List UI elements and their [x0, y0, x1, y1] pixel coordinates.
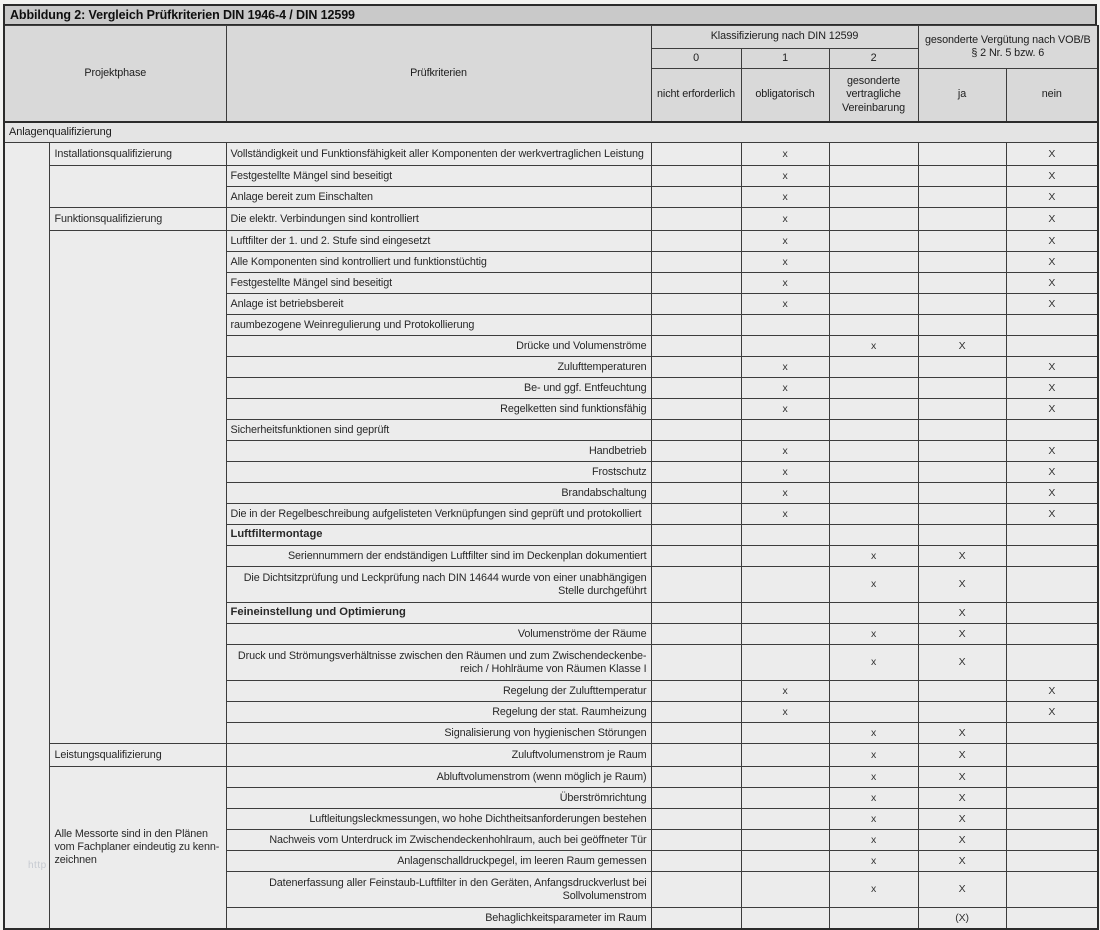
criterion-cell: Nachweis vom Unterdruck im Zwischendeckenhohlraum, auch bei geöffneter Tür [226, 830, 651, 851]
table-row [4, 231, 1098, 252]
mark-cell-nein [1006, 645, 1098, 681]
mark-cell-ja: X [918, 872, 1006, 908]
mark-cell-c0 [651, 830, 741, 851]
mark-cell-ja [918, 462, 1006, 483]
criterion-cell: Brandabschaltung [226, 483, 651, 504]
mark-cell-ja: X [918, 546, 1006, 567]
mark-cell-ja [918, 294, 1006, 315]
column-header-projektphase: Projektphase [4, 26, 226, 123]
criterion-cell: raumbezogene Weinregulierung und Protokollierung [226, 315, 651, 336]
mark-cell-nein [1006, 723, 1098, 744]
column-header-nicht-erforderlich: nicht erforderlich [651, 69, 741, 123]
mark-cell-ja [918, 441, 1006, 462]
mark-cell-ja: X [918, 851, 1006, 872]
mark-cell-c0 [651, 645, 741, 681]
mark-cell-nein: X [1006, 143, 1098, 166]
phase-cell: Alle Messorte sind in den Plänen vom Fachplaner eindeutig zu kennzeichnen [49, 767, 226, 930]
mark-cell-ja [918, 166, 1006, 187]
mark-cell-c2 [829, 441, 918, 462]
criterion-cell: Handbetrieb [226, 441, 651, 462]
mark-cell-c2 [829, 504, 918, 525]
mark-cell-c0 [651, 603, 741, 624]
column-header-class-1: 1 [741, 49, 829, 69]
mark-cell-c2 [829, 483, 918, 504]
phase-cell: Installationsqualifizierung [49, 143, 226, 166]
mark-cell-c2: x [829, 788, 918, 809]
table-row [4, 744, 1098, 767]
mark-cell-c2 [829, 420, 918, 441]
mark-cell-nein: X [1006, 462, 1098, 483]
mark-cell-c0 [651, 504, 741, 525]
mark-cell-ja: X [918, 336, 1006, 357]
criterion-cell: Luftleitungsleckmessungen, wo hohe Dichtheitsanforderungen bestehen [226, 809, 651, 830]
criterion-cell: Zuluftvolumenstrom je Raum [226, 744, 651, 767]
mark-cell-c1: x [741, 504, 829, 525]
column-header-nein: nein [1006, 69, 1098, 123]
mark-cell-nein [1006, 744, 1098, 767]
mark-cell-c0 [651, 208, 741, 231]
criterion-cell: Die Dichtsitzprüfung und Leckprüfung nach DIN 14644 wurde von einer unabhängigen Stelle durchgeführt [226, 567, 651, 603]
mark-cell-c1 [741, 336, 829, 357]
mark-cell-c0 [651, 336, 741, 357]
mark-cell-c2: x [829, 872, 918, 908]
mark-cell-c2: x [829, 567, 918, 603]
mark-cell-c0 [651, 744, 741, 767]
mark-cell-nein [1006, 567, 1098, 603]
mark-cell-ja [918, 420, 1006, 441]
mark-cell-nein [1006, 872, 1098, 908]
criterion-cell: Alle Komponenten sind kontrolliert und funktionstüchtig [226, 252, 651, 273]
mark-cell-c1 [741, 567, 829, 603]
mark-cell-c2 [829, 681, 918, 702]
mark-cell-ja [918, 143, 1006, 166]
column-header-pruefkriterien: Prüfkriterien [226, 26, 651, 123]
mark-cell-c1 [741, 420, 829, 441]
mark-cell-c0 [651, 294, 741, 315]
mark-cell-c1 [741, 744, 829, 767]
mark-cell-nein: X [1006, 399, 1098, 420]
criterion-cell: Die in der Regelbeschreibung aufgelisteten Verknüpfungen sind geprüft und protokolliert [226, 504, 651, 525]
mark-cell-ja: X [918, 567, 1006, 603]
mark-cell-c2: x [829, 336, 918, 357]
mark-cell-ja: X [918, 809, 1006, 830]
criterion-cell: Festgestellte Mängel sind beseitigt [226, 273, 651, 294]
criterion-cell: Regelung der Zulufttemperatur [226, 681, 651, 702]
mark-cell-c2 [829, 525, 918, 546]
mark-cell-c1 [741, 908, 829, 930]
mark-cell-nein: X [1006, 702, 1098, 723]
mark-cell-c1 [741, 767, 829, 788]
mark-cell-c2 [829, 231, 918, 252]
mark-cell-c2: x [829, 767, 918, 788]
mark-cell-c2: x [829, 809, 918, 830]
criterion-cell: Festgestellte Mängel sind beseitigt [226, 166, 651, 187]
mark-cell-c1 [741, 315, 829, 336]
mark-cell-c0 [651, 273, 741, 294]
criterion-cell: Überströmrichtung [226, 788, 651, 809]
mark-cell-c2 [829, 273, 918, 294]
mark-cell-c0 [651, 143, 741, 166]
group-indent-cell [4, 143, 49, 930]
criterion-cell: Regelung der stat. Raumheizung [226, 702, 651, 723]
mark-cell-c1: x [741, 357, 829, 378]
column-header-vertragliche-vereinbarung: gesonderte vertragliche Vereinbarung [829, 69, 918, 123]
mark-cell-c1: x [741, 462, 829, 483]
phase-cell: Funktionsqualifizierung [49, 208, 226, 231]
figure-sheet [3, 4, 1097, 930]
column-header-verguetung: gesonderte Vergütung nach VOB/B § 2 Nr. 5 bzw. 6 [918, 26, 1098, 69]
mark-cell-c0 [651, 399, 741, 420]
column-header-ja: ja [918, 69, 1006, 123]
mark-cell-ja [918, 357, 1006, 378]
mark-cell-ja: X [918, 723, 1006, 744]
mark-cell-c2: x [829, 624, 918, 645]
mark-cell-c2: x [829, 830, 918, 851]
mark-cell-c1: x [741, 702, 829, 723]
mark-cell-c1: x [741, 143, 829, 166]
mark-cell-c1: x [741, 252, 829, 273]
mark-cell-ja [918, 681, 1006, 702]
criterion-cell: Anlage bereit zum Einschalten [226, 187, 651, 208]
mark-cell-c1 [741, 830, 829, 851]
mark-cell-c2 [829, 252, 918, 273]
mark-cell-ja [918, 252, 1006, 273]
mark-cell-c1: x [741, 483, 829, 504]
table-row [4, 143, 1098, 166]
mark-cell-c1 [741, 851, 829, 872]
mark-cell-c2 [829, 357, 918, 378]
criterion-cell: Signalisierung von hygienischen Störungen [226, 723, 651, 744]
mark-cell-c0 [651, 681, 741, 702]
criterion-cell: Luftfilter der 1. und 2. Stufe sind eingesetzt [226, 231, 651, 252]
mark-cell-ja: X [918, 645, 1006, 681]
mark-cell-ja [918, 231, 1006, 252]
mark-cell-c0 [651, 378, 741, 399]
mark-cell-ja [918, 702, 1006, 723]
criterion-cell: Feineinstellung und Optimierung [226, 603, 651, 624]
mark-cell-nein [1006, 767, 1098, 788]
mark-cell-c1: x [741, 231, 829, 252]
mark-cell-ja: X [918, 624, 1006, 645]
mark-cell-nein [1006, 420, 1098, 441]
mark-cell-c1 [741, 525, 829, 546]
mark-cell-nein [1006, 546, 1098, 567]
mark-cell-c0 [651, 187, 741, 208]
mark-cell-nein [1006, 809, 1098, 830]
mark-cell-c1: x [741, 441, 829, 462]
mark-cell-c1 [741, 546, 829, 567]
mark-cell-c2 [829, 908, 918, 930]
column-header-class-0: 0 [651, 49, 741, 69]
mark-cell-nein: X [1006, 187, 1098, 208]
mark-cell-c0 [651, 546, 741, 567]
mark-cell-nein [1006, 315, 1098, 336]
criterion-cell: Anlage ist betriebsbereit [226, 294, 651, 315]
mark-cell-c0 [651, 252, 741, 273]
mark-cell-c2 [829, 399, 918, 420]
mark-cell-nein [1006, 851, 1098, 872]
mark-cell-c0 [651, 851, 741, 872]
section-label: Anlagenqualifizierung [4, 122, 1098, 143]
mark-cell-nein [1006, 525, 1098, 546]
criterion-cell: Sicherheitsfunktionen sind geprüft [226, 420, 651, 441]
column-header-klassifizierung: Klassifizierung nach DIN 12599 [651, 26, 918, 49]
mark-cell-ja: (X) [918, 908, 1006, 930]
criterion-cell: Regelketten sind funktionsfähig [226, 399, 651, 420]
criterion-cell: Die elektr. Verbindungen sind kontrolliert [226, 208, 651, 231]
mark-cell-c1: x [741, 187, 829, 208]
section-row-anlagenqualifizierung [4, 122, 1098, 143]
mark-cell-ja [918, 208, 1006, 231]
comparison-table [3, 25, 1099, 930]
criterion-cell: Zulufttemperaturen [226, 357, 651, 378]
mark-cell-ja [918, 399, 1006, 420]
mark-cell-nein: X [1006, 273, 1098, 294]
mark-cell-c1: x [741, 208, 829, 231]
mark-cell-nein [1006, 624, 1098, 645]
criterion-cell: Datenerfassung aller Feinstaub-Luftfilter in den Geräten, Anfangsdruckverlust bei Sollvolumenstrom [226, 872, 651, 908]
mark-cell-nein: X [1006, 483, 1098, 504]
mark-cell-nein [1006, 788, 1098, 809]
criterion-cell: Drücke und Volumenströme [226, 336, 651, 357]
mark-cell-c1: x [741, 399, 829, 420]
mark-cell-nein: X [1006, 294, 1098, 315]
mark-cell-c1 [741, 809, 829, 830]
mark-cell-ja [918, 525, 1006, 546]
mark-cell-c0 [651, 788, 741, 809]
mark-cell-c1 [741, 723, 829, 744]
mark-cell-c1: x [741, 273, 829, 294]
mark-cell-c1: x [741, 378, 829, 399]
mark-cell-c1 [741, 645, 829, 681]
mark-cell-nein: X [1006, 231, 1098, 252]
mark-cell-c0 [651, 525, 741, 546]
mark-cell-c0 [651, 908, 741, 930]
mark-cell-nein: X [1006, 441, 1098, 462]
criterion-cell: Frostschutz [226, 462, 651, 483]
mark-cell-c2 [829, 603, 918, 624]
mark-cell-ja: X [918, 767, 1006, 788]
mark-cell-c0 [651, 872, 741, 908]
mark-cell-ja [918, 273, 1006, 294]
mark-cell-ja [918, 504, 1006, 525]
phase-cell: Leistungsqualifizierung [49, 744, 226, 767]
mark-cell-ja [918, 378, 1006, 399]
mark-cell-c1: x [741, 681, 829, 702]
mark-cell-c2: x [829, 645, 918, 681]
mark-cell-c0 [651, 567, 741, 603]
mark-cell-ja [918, 315, 1006, 336]
mark-cell-ja: X [918, 788, 1006, 809]
mark-cell-c2 [829, 166, 918, 187]
criterion-cell: Be- und ggf. Entfeuchtung [226, 378, 651, 399]
table-row [4, 166, 1098, 187]
mark-cell-ja: X [918, 603, 1006, 624]
mark-cell-nein [1006, 908, 1098, 930]
mark-cell-c0 [651, 723, 741, 744]
mark-cell-nein: X [1006, 252, 1098, 273]
mark-cell-ja [918, 187, 1006, 208]
mark-cell-c2 [829, 702, 918, 723]
mark-cell-nein [1006, 830, 1098, 851]
mark-cell-c2 [829, 378, 918, 399]
table-row [4, 208, 1098, 231]
criterion-cell: Abluftvolumenstrom (wenn möglich je Raum) [226, 767, 651, 788]
mark-cell-nein: X [1006, 504, 1098, 525]
mark-cell-c0 [651, 166, 741, 187]
mark-cell-c1 [741, 872, 829, 908]
mark-cell-nein: X [1006, 378, 1098, 399]
mark-cell-nein: X [1006, 208, 1098, 231]
mark-cell-c2: x [829, 723, 918, 744]
mark-cell-c0 [651, 231, 741, 252]
table-row [4, 767, 1098, 788]
mark-cell-c0 [651, 809, 741, 830]
mark-cell-c0 [651, 357, 741, 378]
mark-cell-c2 [829, 462, 918, 483]
criterion-cell: Volumenströme der Räume [226, 624, 651, 645]
mark-cell-c2 [829, 315, 918, 336]
mark-cell-c1: x [741, 166, 829, 187]
column-header-obligatorisch: obligatorisch [741, 69, 829, 123]
mark-cell-c1 [741, 788, 829, 809]
watermark-text: http [28, 860, 47, 871]
mark-cell-nein: X [1006, 166, 1098, 187]
mark-cell-nein: X [1006, 357, 1098, 378]
mark-cell-c0 [651, 420, 741, 441]
mark-cell-c1 [741, 603, 829, 624]
mark-cell-c2 [829, 143, 918, 166]
criterion-cell: Luftfiltermontage [226, 525, 651, 546]
mark-cell-c0 [651, 624, 741, 645]
mark-cell-c0 [651, 767, 741, 788]
criterion-cell: Druck und Strömungsverhältnisse zwischen den Räumen und zum Zwischendeckenbereich / Hohlräume von Räumen Klasse I [226, 645, 651, 681]
mark-cell-ja: X [918, 744, 1006, 767]
mark-cell-c0 [651, 483, 741, 504]
mark-cell-c0 [651, 315, 741, 336]
mark-cell-c2: x [829, 851, 918, 872]
mark-cell-c1 [741, 624, 829, 645]
mark-cell-c0 [651, 441, 741, 462]
mark-cell-c0 [651, 702, 741, 723]
mark-cell-c0 [651, 462, 741, 483]
mark-cell-c2: x [829, 744, 918, 767]
mark-cell-nein: X [1006, 681, 1098, 702]
criterion-cell: Vollständigkeit und Funktionsfähigkeit aller Komponenten der werkvertraglichen Leistung [226, 143, 651, 166]
mark-cell-c2 [829, 294, 918, 315]
mark-cell-c1: x [741, 294, 829, 315]
mark-cell-c2 [829, 187, 918, 208]
mark-cell-c2: x [829, 546, 918, 567]
criterion-cell: Behaglichkeitsparameter im Raum [226, 908, 651, 930]
criterion-cell: Anlagenschalldruckpegel, im leeren Raum gemessen [226, 851, 651, 872]
mark-cell-c2 [829, 208, 918, 231]
column-header-class-2: 2 [829, 49, 918, 69]
figure-title: Abbildung 2: Vergleich Prüfkriterien DIN 1946-4 / DIN 12599 [3, 4, 1097, 25]
mark-cell-ja [918, 483, 1006, 504]
phase-cell [49, 231, 226, 744]
criterion-cell: Seriennummern der endständigen Luftfilter sind im Deckenplan dokumentiert [226, 546, 651, 567]
mark-cell-ja: X [918, 830, 1006, 851]
mark-cell-nein [1006, 603, 1098, 624]
mark-cell-nein [1006, 336, 1098, 357]
phase-cell [49, 166, 226, 208]
